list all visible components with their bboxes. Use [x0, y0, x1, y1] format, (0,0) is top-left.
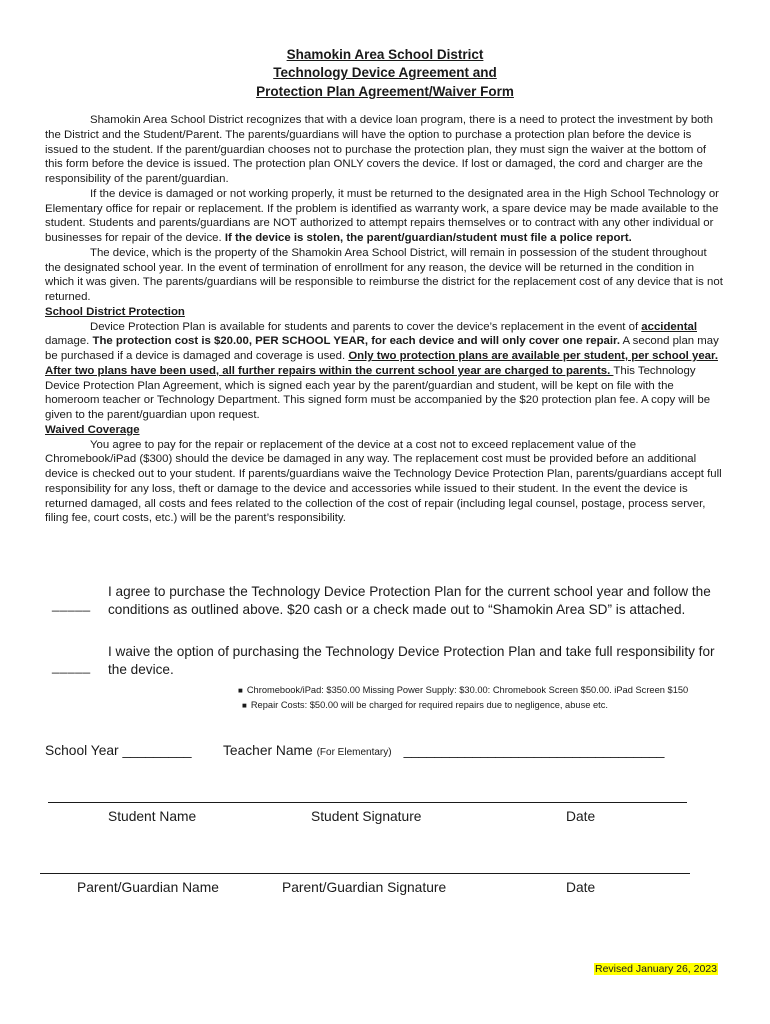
form-title-line-2: Technology Device Agreement and [273, 65, 497, 80]
agreement-body [45, 113, 725, 526]
protection-cost-notice: The protection cost is $20.00, PER SCHOOL YEAR, for each device and will only cover one repair. [92, 335, 621, 348]
repair-paragraph: If the device is damaged or not working properly, it must be returned to the designated area in the High School Technology or Elementary office for repair or replacement. If the problem is identified as warranty work, a spare device may be made available to the student. Students and parents/guardians are NOT authorized to attempt repairs themselves or to contract with any other individual or businesses for repair of the device. If the device is stolen, the parent/guardian/student must file a police report. [45, 187, 719, 244]
student-name-label: Student Name [108, 809, 197, 824]
school-year-field[interactable]: School Year _________ [45, 743, 192, 758]
waive-initial-blank[interactable]: _____ [52, 659, 91, 674]
property-paragraph: The device, which is the property of the Shamokin Area School District, will remain in possession of the student throughout the designated school year. In the event of termination of enrollment for any reason, the device will be returned in the condition in which it was given. The parents/guardians will be responsible to reimburse the district for the replacement cost of any device that is not returned. [45, 246, 723, 303]
square-bullet-icon: ■ [238, 686, 243, 695]
agree-option-text: I agree to purchase the Technology Device Protection Plan for the current school year and follow the conditions as outlined above. $20 cash or a check made out to “Shamokin Area SD” is attached. [108, 584, 711, 617]
agree-initial-blank[interactable]: _____ [52, 597, 91, 612]
square-bullet-icon: ■ [242, 701, 247, 710]
plan-limit-notice: Only two protection plans are available per student, per school year. After two plans have been used, all further repairs within the current school year are charged to parents. [45, 350, 718, 377]
protection-paragraph: Device Protection Plan is available for students and parents to cover the device’s replacement in the event of accidental damage. The protection cost is $20.00, PER SCHOOL YEAR, for each device and will only cover one repair. A second plan may be purchased if a device is damaged and coverage is used. Only two protection plans are available per student, per school year. After two plans have been used, all further repairs within the current school year are charged to parents. This Technology Device Protection Plan Agreement, which is signed each year by the parent/guardian and student, will be kept on file with the homeroom teacher or Technology Department. This signed form must be accompanied by the $20 protection plan fee. A copy will be given to the parent/guardian upon request. [45, 320, 719, 421]
revised-date: Revised January 26, 2023 [595, 963, 717, 975]
form-title-line-3: Protection Plan Agreement/Waiver Form [256, 84, 514, 99]
student-signature-line[interactable] [48, 802, 687, 803]
student-signature-label: Student Signature [311, 809, 422, 824]
intro-paragraph: Shamokin Area School District recognizes that with a device loan program, there is a need to protect the investment by both the District and the Student/Parent. The parents/guardians will have the option to purchase a protection plan before the device is issued to the student. If the parent/guardian chooses not to purchase the protection plan, they must sign the waiver at the bottom of this form before the device is issued. The protection plan ONLY covers the device. If lost or damaged, the cord and charger are the responsibility of the parent/guardian. [45, 114, 714, 185]
waive-option-text: I waive the option of purchasing the Technology Device Protection Plan and take full responsibility for the device. [108, 644, 715, 677]
teacher-note: (For Elementary) [316, 747, 392, 758]
form-title-line-1: Shamokin Area School District [286, 47, 484, 62]
parent-date-label: Date [566, 880, 596, 895]
student-date-label: Date [566, 809, 596, 824]
parent-signature-label: Parent/Guardian Signature [282, 880, 447, 895]
parent-name-label: Parent/Guardian Name [77, 880, 219, 895]
waived-paragraph: You agree to pay for the repair or replacement of the device at a cost not to exceed replacement value of the Chromebook/iPad ($300) should the device be damaged in any way. The replacement cost must be provided before an additional device is checked out to your student. If parents/guardians waive the Technology Device Protection Plan, parents/guardians accept full responsibility for any loss, theft or damage to the device and accessories while issued to their student. In the event the device is returned damaged, all costs and fees related to the collection of the cost of repair (including legal counsel, postage, process server, filing fee, court costs, etc.) will be the parent’s responsibility. [45, 438, 722, 525]
police-report-notice: If the device is stolen, the parent/guardian/student must file a police report. [224, 232, 632, 244]
protection-heading: School District Protection [45, 305, 185, 318]
fee-line-repair: ■ Repair Costs: $50.00 will be charged for required repairs due to negligence, abuse etc. [242, 700, 608, 710]
waived-heading: Waived Coverage [45, 423, 140, 436]
fee-line-device: ■ Chromebook/iPad: $350.00 Missing Power Supply: $30.00: Chromebook Screen $50.00. iPad Screen $150 [238, 685, 689, 695]
teacher-name-field[interactable]: Teacher Name (For Elementary) __________________________________ [223, 743, 665, 758]
parent-signature-line[interactable] [40, 873, 690, 874]
